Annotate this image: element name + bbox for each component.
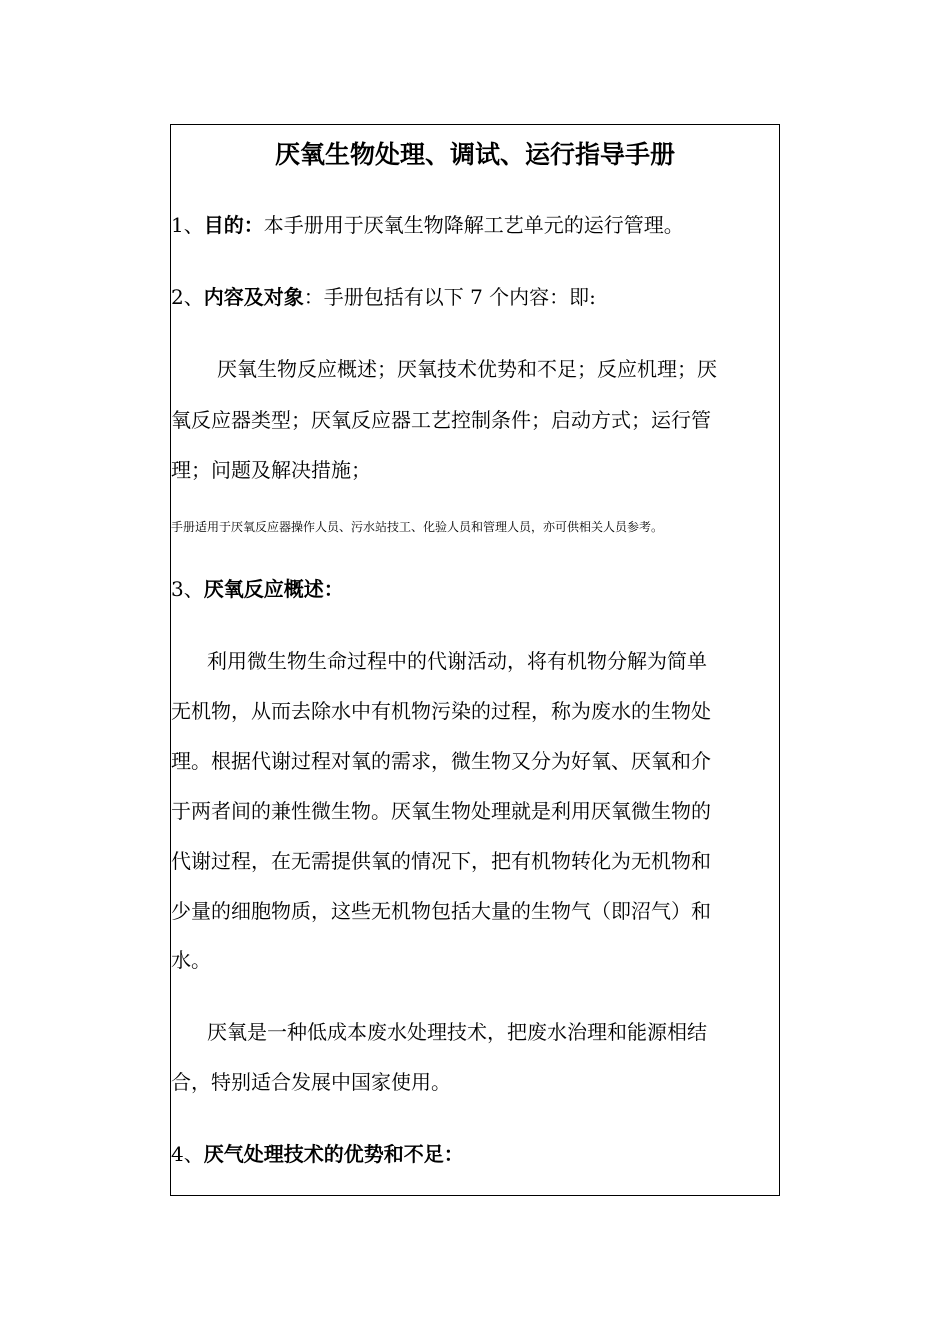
section-1 bbox=[171, 213, 684, 237]
section-2-text: ：手册包括有以下 7 个内容：即: bbox=[303, 285, 596, 309]
document-title: 厌氧生物处理、调试、运行指导手册 bbox=[274, 140, 675, 169]
paragraph-line: 合，特别适合发展中国家使用。 bbox=[171, 1070, 451, 1094]
paragraph-line: 代谢过程，在无需提供氧的情况下，把有机物转化为无机物和 bbox=[171, 849, 711, 873]
section-1-text: 本手册用于厌氧生物降解工艺单元的运行管理。 bbox=[263, 213, 684, 237]
section-2 bbox=[171, 285, 596, 309]
section-3-number: 3、 bbox=[171, 577, 204, 601]
audience-note: 手册适用于厌氧反应器操作人员、污水站技工、化验人员和管理人员，亦可供相关人员参考。 bbox=[171, 520, 664, 534]
section-4 bbox=[171, 1142, 464, 1166]
section-2-number: 2、 bbox=[171, 285, 204, 309]
paragraph-line: 厌氧是一种低成本废水处理技术，把废水治理和能源相结 bbox=[207, 1020, 707, 1044]
contents-line: 理；问题及解决措施； bbox=[171, 458, 371, 482]
paragraph-line: 少量的细胞物质，这些无机物包括大量的生物气（即沼气）和 bbox=[171, 899, 711, 923]
section-3 bbox=[171, 577, 344, 601]
section-2-heading: 内容及对象 bbox=[203, 285, 304, 309]
paragraph-line: 水。 bbox=[171, 948, 211, 972]
paragraph-line: 无机物，从而去除水中有机物污染的过程，称为废水的生物处 bbox=[171, 699, 711, 723]
paragraph-line: 理。根据代谢过程对氧的需求，微生物又分为好氧、厌氧和介 bbox=[171, 749, 711, 773]
paragraph-line: 于两者间的兼性微生物。厌氧生物处理就是利用厌氧微生物的 bbox=[171, 799, 711, 823]
section-1-heading: 目的： bbox=[203, 213, 264, 237]
section-3-heading: 厌氧反应概述： bbox=[203, 577, 344, 601]
paragraph-line: 利用微生物生命过程中的代谢活动，将有机物分解为简单 bbox=[207, 649, 707, 673]
contents-line: 厌氧生物反应概述；厌氧技术优势和不足；反应机理；厌 bbox=[217, 357, 717, 381]
section-4-number: 4、 bbox=[171, 1142, 204, 1166]
section-1-number: 1、 bbox=[171, 213, 204, 237]
contents-line: 氧反应器类型；厌氧反应器工艺控制条件；启动方式；运行管 bbox=[171, 408, 711, 432]
section-4-heading: 厌气处理技术的优势和不足： bbox=[203, 1142, 464, 1166]
document-frame bbox=[170, 124, 780, 1196]
